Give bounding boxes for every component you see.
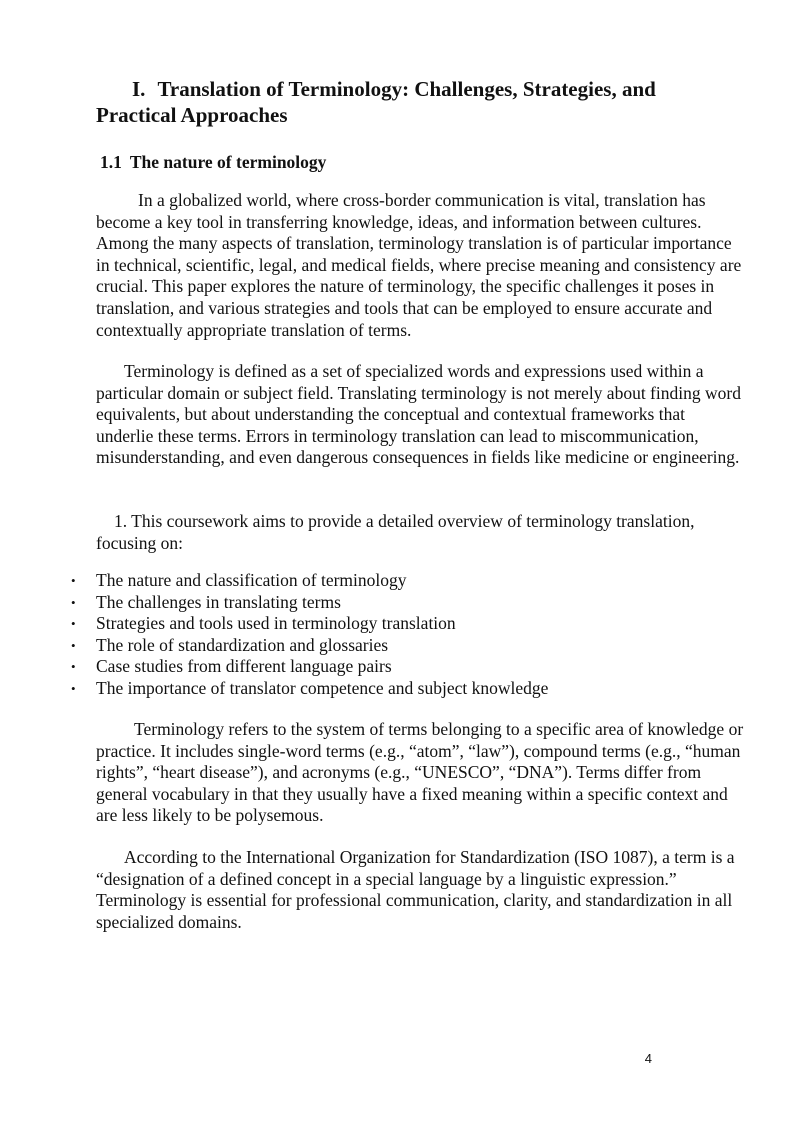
chapter-title	[96, 76, 736, 128]
bullet-icon: •	[71, 594, 76, 610]
section-title: The nature of terminology	[129, 152, 327, 172]
list-item	[0, 592, 760, 614]
list-item-text: The importance of translator competence and subject knowledge	[96, 677, 549, 698]
system-paragraph: Terminology refers to the system of terms belonging to a specific area of knowledge or practice. It includes single-word terms (e.g., “atom”, “law”), compound terms (e.g., “human rights”, “heart disease”), and acronyms (e.g., “UNESCO”, “DNA”). Terms differ from general vocabulary in that they usually have a fixed meaning within a specific context and are less likely to be polysemous.	[96, 719, 744, 826]
chapter-number: I.	[132, 77, 146, 101]
list-item	[0, 613, 760, 635]
aims-paragraph: 1. This coursework aims to provide a detailed overview of terminology translation, focusing on:	[96, 511, 695, 553]
list-item	[0, 570, 760, 592]
iso-paragraph: According to the International Organization for Standardization (ISO 1087), a term is a “designation of a defined concept in a special language by a linguistic expression.” Terminology is essential for professional communication, clarity, and standardization in all specialized domains.	[96, 847, 735, 932]
list-item	[0, 635, 760, 657]
list-item	[0, 656, 760, 678]
bullet-icon: •	[71, 637, 76, 653]
bullet-icon: •	[71, 616, 76, 632]
list-item-text: Strategies and tools used in terminology translation	[96, 613, 456, 634]
list-item-text: The role of standardization and glossaries	[96, 634, 389, 655]
list-item-text: The nature and classification of terminology	[96, 570, 407, 590]
intro-paragraph: In a globalized world, where cross-border communication is vital, translation has become a key tool in transferring knowledge, ideas, and information between cultures. Among the many aspects of translation, terminology translation is of particular importance in technical, scientific, legal, and medical fields, where precise meaning and consistency are crucial. This paper explores the nature of terminology, the specific challenges it poses in translation, and various strategies and tools that can be employed to ensure accurate and contextually appropriate translation of terms.	[96, 190, 742, 340]
list-item-text: Case studies from different language pairs	[96, 656, 392, 677]
section-heading	[100, 151, 326, 173]
definition-paragraph: Terminology is defined as a set of specialized words and expressions used within a particular domain or subject field. Translating terminology is not merely about finding word equivalents, but about understanding the conceptual and contextual frameworks that underlie these terms. Errors in terminology translation can lead to miscommunication, misunderstanding, and even dangerous consequences in fields like medicine or engineering.	[96, 361, 741, 468]
section-number: 1.1	[100, 152, 122, 172]
list-item	[0, 678, 760, 700]
bullet-icon: •	[71, 659, 76, 675]
bullet-icon: •	[71, 573, 76, 588]
list-item-text: The challenges in translating terms	[96, 591, 341, 612]
page-number: 4	[644, 1051, 652, 1066]
bullet-icon: •	[71, 680, 76, 696]
focus-list	[0, 570, 760, 700]
chapter-title-text: Translation of Terminology: Challenges, Strategies, and Practical Approaches	[96, 77, 656, 127]
